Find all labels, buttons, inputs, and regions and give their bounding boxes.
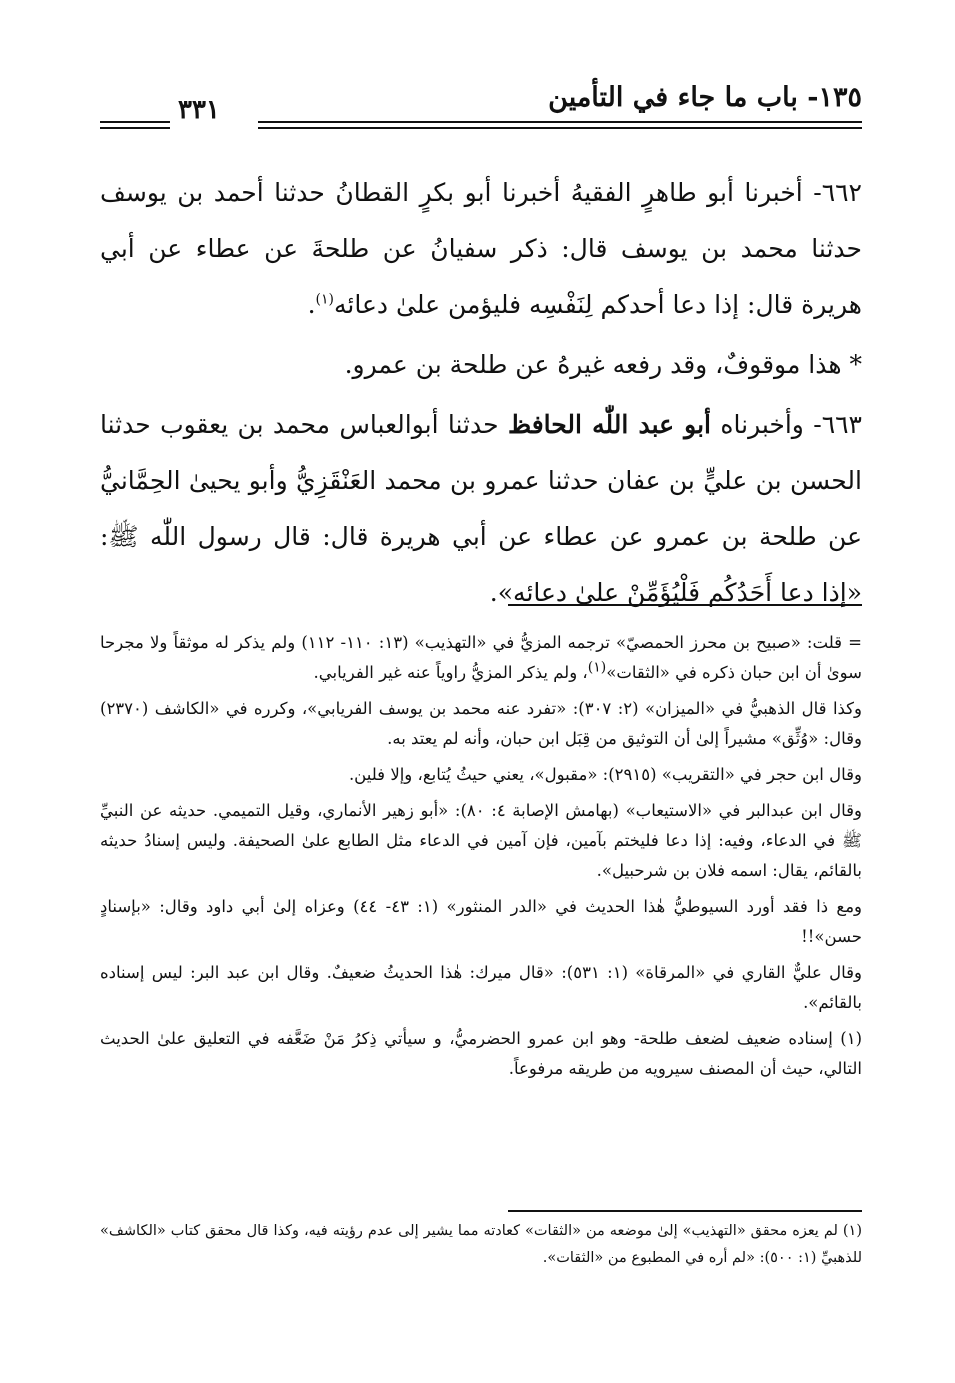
hadith-662-end: . — [307, 290, 316, 319]
footnote-continued-text: = قلت: «صبيح بن محرز الحمصيّ» ترجمه المزيُّ في «التهذيب» (١٣: ١١٠- ١١٢) ولم يذكر له موثقاً ولا مجرحا سوىٰ أن ابن حبان ذكره في «الثقات» — [100, 633, 862, 682]
header-double-rule-short — [100, 121, 170, 129]
footnote-continued — [100, 628, 862, 688]
hadith-662 — [100, 165, 862, 333]
sub-footnote-1: (١) لم يعزه محقق «التهذيب» إلىٰ موضعه من «الثقات» كعادته مما يشير إلى عدم رؤيته فيه، وكذا قال محقق كتاب «الكاشف» للذهبيِّ (١: ٥٠٠): «لم أره في المطبوع من «الثقات». — [100, 1223, 862, 1266]
footnote-ibn-hajar: وقال ابن حجر في «التقريب» (٢٩١٥): «مقبول»، يعني حيثُ يُتابع، وإلا فلين. — [348, 765, 862, 784]
footnote-ibn-abdulbarr: وقال ابن عبدالبر في «الاستيعاب» (بهامش الإصابة ٤: ٨٠): «أبو زهير الأنماري، وقيل التميمي. حديثه عن النبيِّ ﷺ في الدعاء، وفيه: إذا دعا فليختم بآمين، فإن آمين في الدعاء مثل الطابع علىٰ الصحيفة. وليس إسنادُ حديثه بالقائم، يقال: اسمه فلان بن شرحبيل». — [100, 801, 862, 880]
footnote-suyuti: ومع ذا فقد أورد السيوطيُّ هٰذا الحديث في «الدر المنثور» (١: ٤٣- ٤٤) وعزاه إلىٰ أبي داود وقال: «بإسنادٍ حسن»!! — [100, 897, 863, 946]
main-text — [100, 165, 862, 625]
sub-footnote-separator — [508, 1210, 862, 1212]
comment-mawquf: * هذا موقوفٌ، وقد رفعه غيرهُ عن طلحة بن عمرو. — [344, 350, 862, 379]
footnote-ali-qari: وقال عليٌّ القاري في «المرقاة» (١: ٥٣١): «قال ميرك: هٰذا الحديثُ ضعيفٌ. وقال ابن عبد البر: ليس إسناده بالقائم». — [100, 963, 862, 1012]
hadith-662-text: ٦٦٢- أخبرنا أبو طاهرٍ الفقيهُ أخبرنا أبو بكرٍ القطانُ حدثنا أحمد بن يوسف حدثنا محمد بن يوسف قال: ذكر سفيانُ عن طلحةَ عن عطاء عن أبي هريرة قال: إذا دعا أحدكم لِنَفْسِه فليؤمن علىٰ دعائه — [100, 178, 862, 319]
footnote-dhahabi: وكذا قال الذهبيُّ في «الميزان» (٢: ٣٠٧): «تفرد عنه محمد بن يوسف الفريابي»، وكرره في «الكاشف (٢٣٧٠) وقال: «وُثِّق» مشيراً إلىٰ أن التوثيق من قِبَل ابن حبان، وأنه لم يعتد به. — [100, 699, 863, 748]
footnote-separator — [508, 604, 862, 606]
footnotes — [100, 628, 862, 1090]
narrator-name: أبو عبد اللّٰه الحافظ — [507, 410, 712, 439]
footnote-1: (١) إسناده ضعيف لضعف طلحة- وهو ابن عمرو الحضرميُّ، و سيأتي ذِكرُ مَنْ ضَعَّفه في التعليق علىٰ الحديث التالي، حيث أن المصنف سيرويه من طريقه مرفوعاً. — [100, 1029, 862, 1078]
sub-footnotes — [100, 1218, 862, 1272]
hadith-663-start: ٦٦٣- وأخبرناه — [711, 410, 862, 439]
page-number: ٣٣١ — [178, 95, 220, 125]
hadith-663 — [100, 397, 862, 621]
chapter-title: ١٣٥- باب ما جاء في التأمين — [548, 82, 862, 113]
sub-footnote-ref-1: (١) — [587, 659, 607, 676]
header-double-rule — [258, 121, 862, 129]
page-header — [100, 78, 862, 140]
footnote-continued-end: ، ولم يذكر المزيُّ راوياً عنه غير الفريابي. — [313, 663, 588, 682]
hadith-663-rest: حدثنا أبوالعباس محمد بن يعقوب حدثنا الحسن بن عليٍّ بن عفان حدثنا عمرو بن محمد العَنْقَزِيُّ وأبو يحيىٰ الحِمَّانيُّ عن طلحة بن عمرو عن عطاء عن أبي هريرة قال: قال رسول اللّٰه ﷺ: «إذا دعا أَحَدُكُم فَلْيُؤَمِّنْ علىٰ دعائه». — [100, 410, 862, 607]
footnote-ref-1: (١) — [315, 291, 334, 308]
